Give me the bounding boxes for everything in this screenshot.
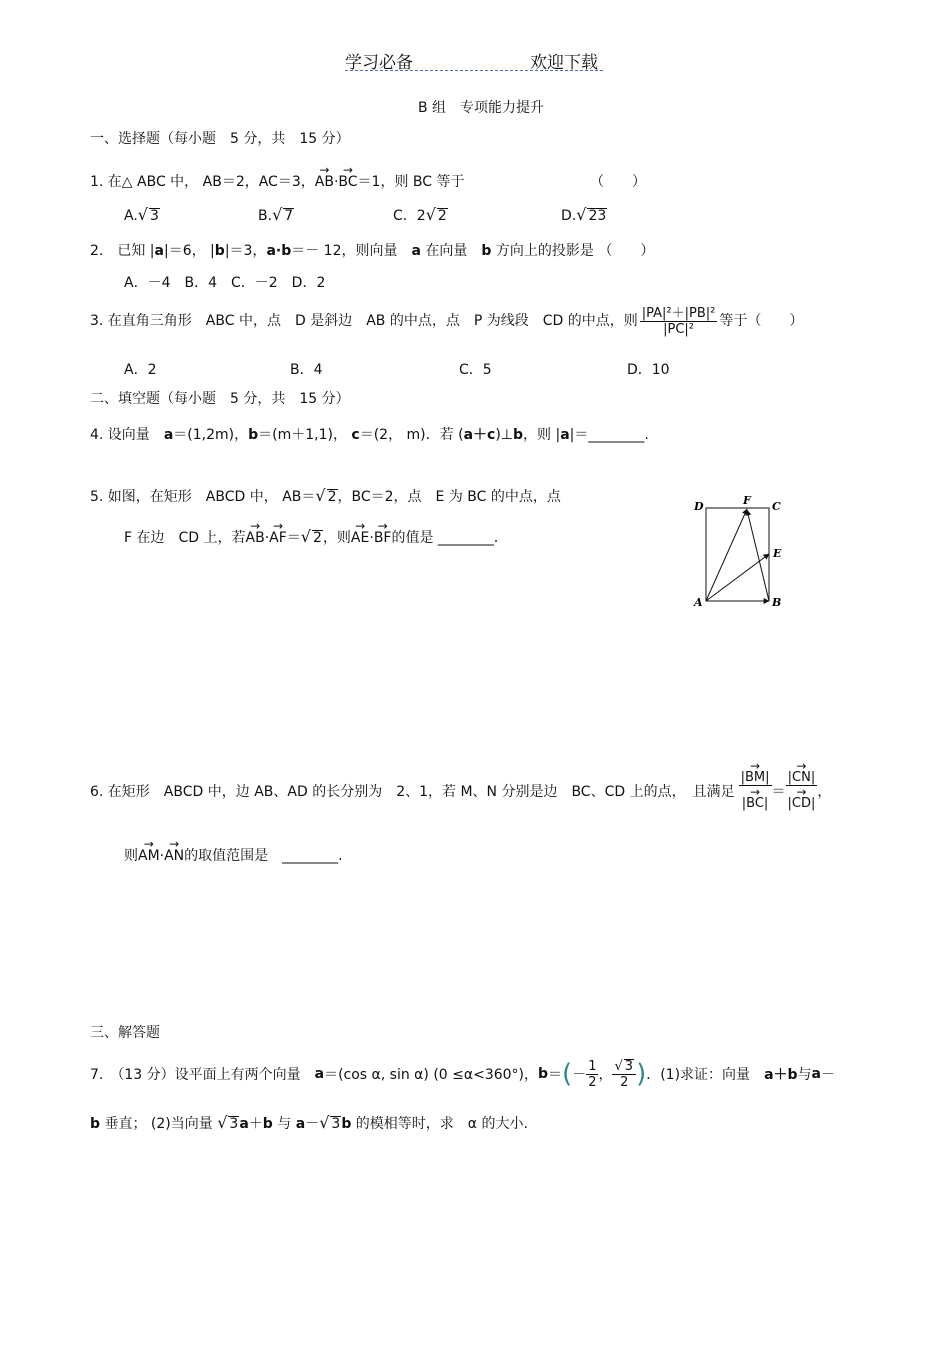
option-b: B.√ 7 [258,205,294,224]
section-heading-fill: 二、填空题（每小题 5 分，共 15 分） [90,391,350,407]
q6-text: ， [817,783,832,800]
right-paren: ) [636,1059,647,1089]
rectangle-abcd [706,508,769,601]
fraction-denominator: 2 [620,1074,629,1090]
q7-text: ．(1)求证：向量 [646,1067,765,1083]
option-label: D. [561,208,577,224]
vector-a: a [295,1116,306,1132]
option-c: C．2√ 2 [393,205,447,224]
vector-ab: → AB [315,174,334,190]
question-7-line-1 [90,1055,835,1093]
label-b: B [772,596,782,609]
q2-text: 方向上的投影是 （ ） [491,243,655,259]
vector-b: b [481,243,492,259]
q7-text: ＝(cos α, sin α) (0 ≤α<360°)， [324,1067,539,1083]
vector-af-arrow [706,509,747,601]
question-5-line-2: F 在边 CD 上，若→ AB·→ AF＝√ 2，则→ AE·→ BF的值是 ________． [124,527,508,547]
q6-text: 则 [124,848,138,864]
minus-sign: － [572,1067,587,1083]
q1-lead: 1. 在△ ABC 中， AB＝2，AC＝3， [90,174,315,190]
option-d: D．10 [627,362,670,378]
vector-a: a [411,243,421,259]
q4-text: ，则 | [523,427,561,443]
vector-b: b [90,1116,101,1132]
vector-b: b [341,1116,352,1132]
left-paren: ( [562,1059,573,1089]
q6-text: 6. 在矩形 ABCD 中，边 AB、AD 的长分别为 2、1，若 M、N 分别是边 BC、CD 上的点， 且满足 [90,783,735,800]
label-e: E [773,547,782,560]
option-a: A．2 [124,362,157,378]
radicand: 2 [313,530,322,546]
label-f: F [743,494,751,507]
vector-a: a [154,243,164,259]
q2-text: |＝3， [224,243,267,259]
q4-text: |＝________. [569,427,649,443]
fraction-root3-half: $\frac{√ 3}{2}$ [612,1059,636,1090]
q3-text: 3. 在直角三角形 ABC 中，点 D 是斜边 AB 的中点，点 P 为线段 CD 的中点，则 [90,312,638,329]
label-d: D [694,500,704,513]
rectangle-figure [690,492,790,610]
radicand: 2 [437,208,447,224]
q5-text: F 在边 CD 上，若 [124,530,246,546]
question-1 [90,171,464,191]
radicand: 3 [331,1116,341,1132]
vector-ab: → AB [246,530,265,546]
q4-text: ＝(m＋1,1)， [258,427,352,443]
dot-operator: · [333,174,339,190]
dot-operator: · [264,530,270,546]
equals-sign: ＝ [286,530,301,546]
question-5-line-1: 5. 如图，在矩形 ABCD 中， AB＝√ 2，BC＝2，点 E 为 BC 的中点，点 [90,486,561,505]
question-3 [90,302,803,337]
q7-text: ＋ [248,1116,263,1132]
q2-text: |＝6， | [163,243,215,259]
fraction-denominator: |PC|² [663,322,694,337]
radicand: 7 [284,208,294,224]
q7-text: 的模相等时，求 α 的大小. [351,1116,528,1132]
fraction-numerator: |PA|²＋|PB|² [640,302,718,322]
vector-b: b [262,1116,273,1132]
header-right: 欢迎下载 [530,53,598,73]
option-d: D.√ 23 [561,205,607,224]
q2-text: 2. 已知 | [90,243,155,259]
fraction-numerator: → |BM| [741,770,770,785]
section-heading-solve: 三、解答题 [90,1025,160,1041]
equals-sign: ＝ [771,783,786,800]
vector-sum: a＋c [463,427,496,443]
label-a: A [694,596,703,609]
option-label: C．2 [393,208,426,224]
question-6-line-2 [124,845,343,865]
header-underline [345,70,603,71]
option-label: A. [124,208,138,224]
question-6-line-1 [90,770,831,811]
q3-fraction [640,302,718,337]
q2-options: A．－4 B．4 C．－2 D．2 [124,275,326,291]
vector-bf-arrow [747,510,769,601]
separator: ， [598,1067,613,1083]
question-4 [90,424,649,444]
vector-am: → AM [138,848,160,864]
fraction-denominator: → |CD| [788,796,816,811]
q3-text: 等于（ ） [719,312,804,329]
ratio-cn-cd [786,770,818,811]
q7-text: － [305,1116,320,1132]
q2-text: 在向量 [420,243,482,259]
option-a: A.√ 3 [124,205,159,224]
radicand: 3 [624,1058,634,1074]
vector-b: b [214,243,225,259]
ratio-bm-bc [739,770,772,811]
radicand: 2 [327,489,337,505]
q4-text: ＝(1,2m)， [173,427,249,443]
q4-text: ＝(2， m)．若 ( [359,427,464,443]
q6-text: 的取值范围是 ________. [184,848,343,864]
option-c: C．5 [459,362,492,378]
vector-bc: → BC [338,174,357,190]
dot-product: a·b [266,243,292,259]
page-title: B 组 专项能力提升 [418,100,545,116]
vector-a: a [811,1066,821,1082]
q2-text: ＝－ 12，则向量 [291,243,412,259]
answer-paren: （ ） [590,174,646,190]
fraction-denominator: → |BC| [742,796,769,811]
radicand: 3 [149,208,159,224]
vector-a: a [163,427,174,443]
vector-an: → AN [164,848,184,864]
vector-bf: → BF [374,530,392,546]
q4-text: )⊥ [495,427,513,443]
q7-text: ＝ [548,1067,563,1083]
question-2 [90,240,654,260]
label-c: C [772,500,781,513]
vector-a: a [560,427,570,443]
section-heading-choice: 一、选择题（每小题 5 分，共 15 分） [90,131,350,147]
q7-text: 垂直； (2)当向量 [100,1116,218,1132]
vector-b: b [538,1066,549,1082]
q5-text: 5. 如图，在矩形 ABCD 中， AB＝ [90,489,316,505]
fraction-denominator: 2 [588,1074,597,1090]
fraction-half [586,1059,598,1090]
dot-operator: · [159,848,165,864]
q7-text: 7. （13 分）设平面上有两个向量 [90,1067,315,1083]
vector-af: → AF [269,530,287,546]
fraction-numerator: 1 [588,1058,597,1074]
q5-text: ，则 [322,530,351,546]
question-7-line-2: b 垂直； (2)当向量 √ 3a＋b 与 a－√ 3b 的模相等时，求 α 的大小. [90,1113,528,1132]
vector-a: a [314,1066,325,1082]
q5-text: ，BC＝2，点 E 为 BC 的中点，点 [337,489,561,505]
vector-a: a [239,1116,249,1132]
vector-b: b [248,427,259,443]
q1-tail: ＝1，则 BC 等于 [357,174,465,190]
vector-c: c [351,427,360,443]
header-left: 学习必备 [345,53,413,73]
vector-sum: a＋b [764,1067,798,1083]
q7-text: － [820,1067,835,1083]
option-label: B. [258,208,273,224]
vector-b: b [512,427,524,443]
q5-text: 的值是 ________． [391,530,508,546]
q7-text: 与 [797,1067,812,1083]
radicand: 3 [229,1116,239,1132]
q7-text: 与 [272,1116,296,1132]
option-b: B．4 [290,362,323,378]
dot-operator: · [369,530,374,546]
radicand: 23 [588,208,607,224]
fraction-numerator: → |CN| [788,770,816,785]
vector-ae: → AE [351,530,369,546]
q4-text: 4. 设向量 [90,427,164,443]
